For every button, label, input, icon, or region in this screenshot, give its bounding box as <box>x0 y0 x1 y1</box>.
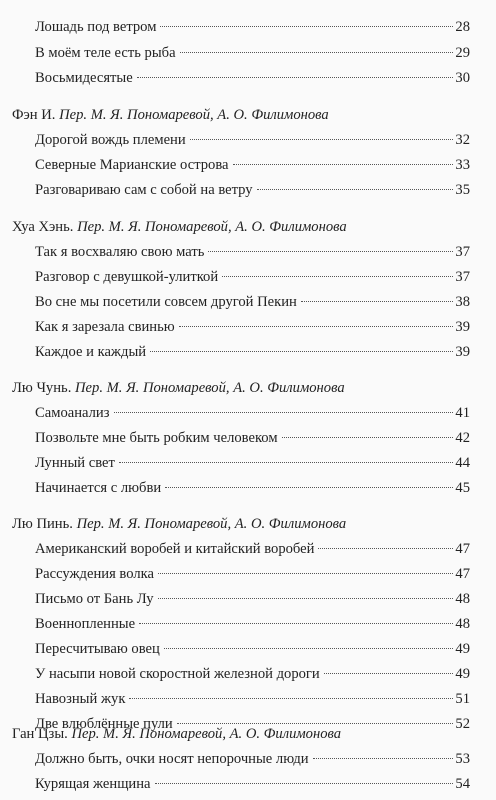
toc-entry <box>35 315 470 339</box>
entry-title: Северные Марианские острова <box>35 157 229 173</box>
toc-entry <box>35 265 470 289</box>
entry-page: 29 <box>455 45 470 61</box>
toc-entry <box>35 562 470 586</box>
entry-page: 37 <box>455 269 470 285</box>
dot-leader <box>165 487 453 488</box>
toc-entry <box>35 153 470 177</box>
entry-title: Дорогой вождь племени <box>35 132 186 148</box>
toc-entry <box>35 662 470 686</box>
author-heading <box>12 103 482 127</box>
entry-page: 39 <box>455 344 470 360</box>
toc-entry <box>35 612 470 636</box>
dot-leader <box>158 573 453 574</box>
dot-leader <box>190 139 454 140</box>
entry-page: 42 <box>455 430 470 446</box>
dot-leader <box>257 189 454 190</box>
entry-title: Во сне мы посетили совсем другой Пекин <box>35 294 297 310</box>
entry-title: Начинается с любви <box>35 480 162 496</box>
entry-title: Письмо от Бань Лу <box>35 591 154 607</box>
translator-credit: Пер. М. Я. Пономаревой, А. О. Филимонова <box>75 380 345 396</box>
entry-title: У насыпи новой скоростной железной дороги <box>35 666 320 682</box>
entry-page: 33 <box>455 157 470 173</box>
entry-page: 54 <box>455 776 470 792</box>
dot-leader <box>180 52 454 53</box>
toc-entry <box>35 128 470 152</box>
entry-page: 35 <box>455 182 470 198</box>
author-name: Лю Пинь. <box>12 516 73 532</box>
dot-leader <box>160 26 453 27</box>
entry-title: Лунный свет <box>35 455 115 471</box>
entry-title: Разговариваю сам с собой на ветру <box>35 182 253 198</box>
entry-page: 30 <box>455 70 470 86</box>
entry-title: Рассуждения волка <box>35 566 154 582</box>
toc-entry <box>35 476 470 500</box>
entry-page: 28 <box>455 19 470 35</box>
toc-entry <box>35 772 470 796</box>
entry-title: Курящая женщина <box>35 776 151 792</box>
entry-page: 32 <box>455 132 470 148</box>
toc-entry <box>35 401 470 425</box>
toc-entry <box>35 240 470 264</box>
dot-leader <box>139 623 453 624</box>
dot-leader <box>324 673 454 674</box>
entry-page: 48 <box>455 591 470 607</box>
entry-title: Пересчитываю овец <box>35 641 160 657</box>
toc-entry <box>35 41 470 65</box>
dot-leader <box>164 648 454 649</box>
entry-title: Лошадь под ветром <box>35 19 157 35</box>
dot-leader <box>155 783 454 784</box>
toc-entry <box>35 15 470 39</box>
dot-leader <box>150 351 453 352</box>
toc-entry <box>35 587 470 611</box>
entry-page: 53 <box>455 751 470 767</box>
translator-credit: Пер. М. Я. Пономаревой, А. О. Филимонова <box>77 219 347 235</box>
entry-title: Каждое и каждый <box>35 344 147 360</box>
entry-title: Должно быть, очки носят непорочные люди <box>35 751 309 767</box>
author-heading <box>12 722 482 746</box>
dot-leader <box>233 164 454 165</box>
dot-leader <box>158 598 454 599</box>
toc-entry <box>35 426 470 450</box>
dot-leader <box>179 326 454 327</box>
entry-page: 52 <box>455 716 470 732</box>
dot-leader <box>318 548 453 549</box>
translator-credit: Пер. М. Я. Пономаревой, А. О. Филимонова <box>71 726 342 742</box>
dot-leader <box>301 301 454 302</box>
entry-title: Американский воробей и китайский воробей <box>35 541 315 557</box>
toc-entry <box>35 66 470 90</box>
entry-page: 49 <box>455 641 470 657</box>
author-name: Ган Цзы. <box>12 726 68 742</box>
entry-title: В моём теле есть рыба <box>35 45 176 61</box>
entry-title: Военнопленные <box>35 616 136 632</box>
translator-credit: Пер. М. Я. Пономаревой, А. О. Филимонова <box>59 107 329 123</box>
entry-page: 47 <box>455 566 470 582</box>
entry-page: 45 <box>455 480 470 496</box>
entry-page: 38 <box>455 294 470 310</box>
entry-page: 39 <box>455 319 470 335</box>
entry-title: Восьмидесятые <box>35 70 133 86</box>
toc-entry <box>35 178 470 202</box>
toc-entry <box>35 747 470 771</box>
entry-title: Навозный жук <box>35 691 126 707</box>
toc-entry <box>35 687 470 711</box>
dot-leader <box>119 462 454 463</box>
entry-title: Самоанализ <box>35 405 110 421</box>
author-name: Хуа Хэнь. <box>12 219 74 235</box>
dot-leader <box>208 251 453 252</box>
entry-page: 48 <box>455 616 470 632</box>
entry-title: Позвольте мне быть робким человеком <box>35 430 278 446</box>
dot-leader <box>129 698 453 699</box>
toc-entry <box>35 637 470 661</box>
entry-title: Две влюблённые пули <box>35 716 173 732</box>
author-name: Лю Чунь. <box>12 380 72 396</box>
dot-leader <box>282 437 454 438</box>
toc-entry <box>35 537 470 561</box>
toc-entry <box>35 451 470 475</box>
author-heading <box>12 512 482 536</box>
dot-leader <box>114 412 454 413</box>
toc-entry <box>35 290 470 314</box>
entry-page: 44 <box>455 455 470 471</box>
entry-page: 47 <box>455 541 470 557</box>
entry-title: Разговор с девушкой-улиткой <box>35 269 219 285</box>
toc-entry <box>35 340 470 364</box>
author-heading <box>12 376 482 400</box>
entry-page: 51 <box>455 691 470 707</box>
entry-title: Так я восхваляю свою мать <box>35 244 205 260</box>
dot-leader <box>137 77 454 78</box>
dot-leader <box>222 276 453 277</box>
entry-page: 37 <box>455 244 470 260</box>
entry-page: 41 <box>455 405 470 421</box>
entry-page: 49 <box>455 666 470 682</box>
entry-title: Как я зарезала свинью <box>35 319 175 335</box>
dot-leader <box>313 758 454 759</box>
author-name: Фэн И. <box>12 107 56 123</box>
author-heading <box>12 215 482 239</box>
translator-credit: Пер. М. Я. Пономаревой, А. О. Филимонова <box>76 516 347 532</box>
